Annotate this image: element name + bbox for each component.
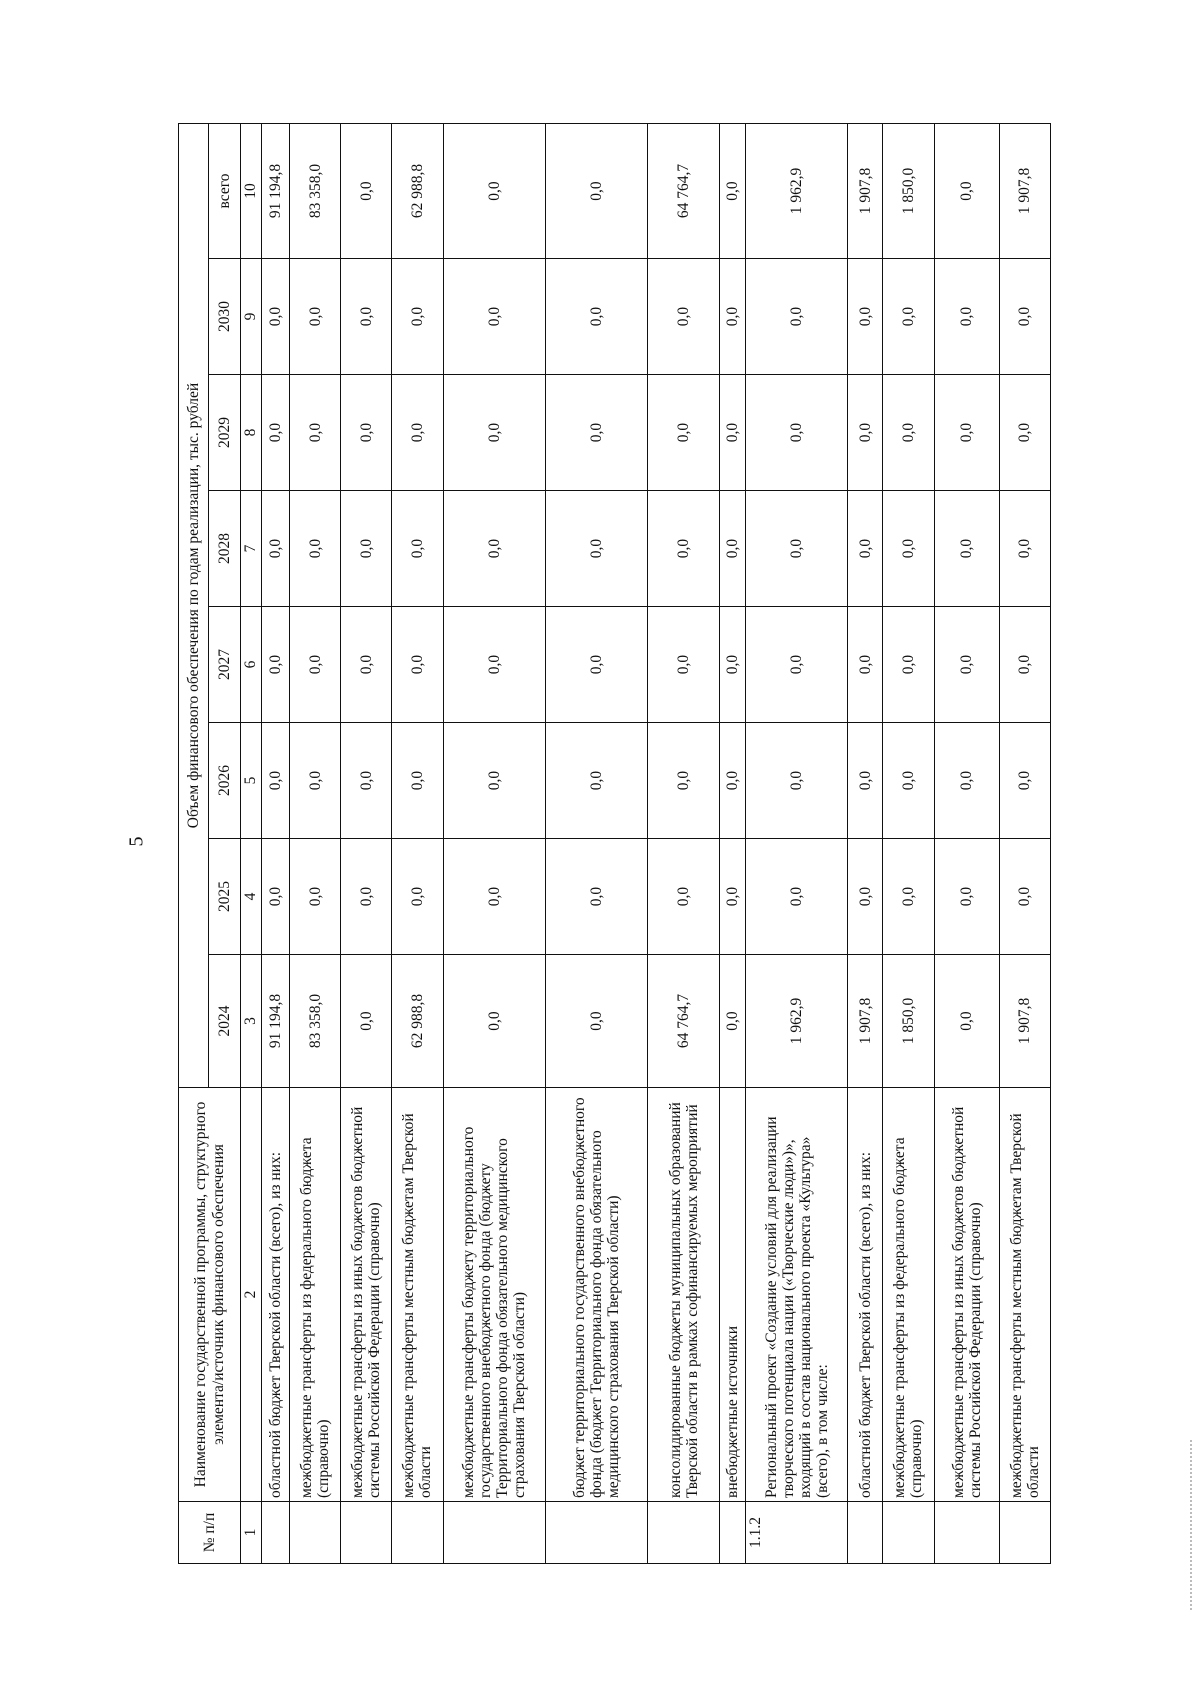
- row-number: [392, 1502, 443, 1564]
- row-year-value: 0,0: [392, 839, 443, 955]
- row-year-value: 0,0: [545, 375, 647, 491]
- row-number: [262, 1502, 290, 1564]
- row-year-value: 0,0: [999, 839, 1050, 955]
- row-year-value: 0,0: [392, 723, 443, 839]
- row-number: [289, 1502, 340, 1564]
- row-year-value: 0,0: [934, 607, 999, 723]
- row-total: 0,0: [934, 124, 999, 259]
- table-row: [443, 124, 545, 1564]
- row-year-value: 0,0: [746, 491, 848, 607]
- row-year-value: 0,0: [999, 723, 1050, 839]
- row-year-value: 0,0: [648, 491, 720, 607]
- table-row: [883, 124, 934, 1564]
- row-year-value: 0,0: [746, 607, 848, 723]
- table-row: [545, 124, 647, 1564]
- row-total: 1 962,9: [746, 124, 848, 259]
- row-year-value: 0,0: [648, 375, 720, 491]
- row-year-value: 0,0: [934, 375, 999, 491]
- row-name: Региональный проект «Создание условий для реализации творческого потенциала нации («Творческие люди»)», входящий в состав национального проекта «Культура» (всего), в том числе:: [746, 1088, 848, 1502]
- row-year-value: 1 962,9: [746, 955, 848, 1088]
- row-total: 1 907,8: [848, 124, 883, 259]
- row-year-value: 0,0: [648, 259, 720, 375]
- row-name: межбюджетные трансферты из иных бюджетов бюджетной системы Российской Федерации (справочно): [341, 1088, 392, 1502]
- row-name: межбюджетные трансферты бюджету территориального государственного внебюджетного фонда (бюджету Территориального фонда обязательного медицинского страхования Тверской области): [443, 1088, 545, 1502]
- header-year: 2028: [209, 491, 241, 607]
- row-year-value: 0,0: [934, 955, 999, 1088]
- row-year-value: 0,0: [883, 491, 934, 607]
- row-year-value: 0,0: [746, 375, 848, 491]
- row-year-value: 0,0: [341, 723, 392, 839]
- row-total: 1 850,0: [883, 124, 934, 259]
- row-year-value: 0,0: [289, 607, 340, 723]
- row-year-value: 0,0: [289, 375, 340, 491]
- row-year-value: 1 907,8: [848, 955, 883, 1088]
- column-index-cell: 7: [241, 491, 262, 607]
- row-year-value: 0,0: [648, 839, 720, 955]
- row-number: [443, 1502, 545, 1564]
- row-year-value: 0,0: [934, 259, 999, 375]
- row-year-value: 0,0: [999, 375, 1050, 491]
- row-year-value: 0,0: [720, 723, 746, 839]
- table-row: [746, 124, 848, 1564]
- row-year-value: 0,0: [262, 491, 290, 607]
- row-year-value: 1 850,0: [883, 955, 934, 1088]
- row-year-value: 0,0: [443, 607, 545, 723]
- row-number: [720, 1502, 746, 1564]
- row-name: межбюджетные трансферты местным бюджетам Тверской области: [999, 1088, 1050, 1502]
- row-year-value: 0,0: [262, 723, 290, 839]
- row-year-value: 0,0: [720, 259, 746, 375]
- header-year: 2027: [209, 607, 241, 723]
- row-year-value: 0,0: [443, 375, 545, 491]
- header-year: 2025: [209, 839, 241, 955]
- row-year-value: 0,0: [720, 955, 746, 1088]
- row-year-value: 0,0: [883, 259, 934, 375]
- row-year-value: 0,0: [392, 375, 443, 491]
- row-year-value: 0,0: [341, 839, 392, 955]
- table-row: [934, 124, 999, 1564]
- header-num: № п/п: [179, 1502, 241, 1564]
- row-year-value: 0,0: [341, 259, 392, 375]
- row-year-value: 0,0: [883, 723, 934, 839]
- rotated-table-frame: [178, 124, 1051, 1564]
- table-row: [341, 124, 392, 1564]
- row-number: [934, 1502, 999, 1564]
- row-year-value: 0,0: [262, 259, 290, 375]
- row-year-value: 0,0: [848, 839, 883, 955]
- column-index-cell: 1: [241, 1502, 262, 1564]
- row-year-value: 0,0: [934, 839, 999, 955]
- row-year-value: 0,0: [746, 259, 848, 375]
- row-number: [341, 1502, 392, 1564]
- row-year-value: 0,0: [262, 607, 290, 723]
- column-index-cell: 10: [241, 124, 262, 259]
- row-year-value: 0,0: [848, 375, 883, 491]
- header-year: 2030: [209, 259, 241, 375]
- row-year-value: 0,0: [289, 839, 340, 955]
- row-year-value: 0,0: [848, 607, 883, 723]
- row-year-value: 0,0: [848, 259, 883, 375]
- row-year-value: 0,0: [545, 491, 647, 607]
- row-year-value: 0,0: [443, 259, 545, 375]
- table-row: [848, 124, 883, 1564]
- row-year-value: 0,0: [934, 723, 999, 839]
- column-index-cell: 5: [241, 723, 262, 839]
- row-name: межбюджетные трансферты из федерального бюджета (справочно): [883, 1088, 934, 1502]
- rotated-table-container: [178, 124, 1200, 1553]
- column-index-cell: 3: [241, 955, 262, 1088]
- row-year-value: 0,0: [341, 607, 392, 723]
- row-year-value: 0,0: [341, 955, 392, 1088]
- row-year-value: 0,0: [848, 491, 883, 607]
- row-year-value: 0,0: [289, 491, 340, 607]
- row-year-value: 0,0: [746, 839, 848, 955]
- column-index-cell: 6: [241, 607, 262, 723]
- header-name: Наименование государственной программы, структурного элемента/источник финансового обеспечения: [179, 1088, 241, 1502]
- row-year-value: 0,0: [341, 491, 392, 607]
- row-name: межбюджетные трансферты местным бюджетам Тверской области: [392, 1088, 443, 1502]
- scan-edge-artifact: [1190, 1440, 1196, 1610]
- row-year-value: 0,0: [443, 491, 545, 607]
- row-year-value: 0,0: [289, 259, 340, 375]
- row-name: межбюджетные трансферты из федерального бюджета (справочно): [289, 1088, 340, 1502]
- row-year-value: 0,0: [999, 607, 1050, 723]
- row-year-value: 0,0: [720, 607, 746, 723]
- row-year-value: 0,0: [443, 723, 545, 839]
- row-year-value: 62 988,8: [392, 955, 443, 1088]
- row-name: межбюджетные трансферты из иных бюджетов бюджетной системы Российской Федерации (справочно): [934, 1088, 999, 1502]
- row-year-value: 0,0: [341, 375, 392, 491]
- table-row: [392, 124, 443, 1564]
- column-index-cell: 9: [241, 259, 262, 375]
- row-total: 64 764,7: [648, 124, 720, 259]
- financing-table: [178, 123, 1051, 1564]
- column-index-cell: 2: [241, 1088, 262, 1502]
- header-year: всего: [209, 124, 241, 259]
- row-year-value: 0,0: [648, 607, 720, 723]
- row-year-value: 0,0: [999, 259, 1050, 375]
- table-row: [999, 124, 1050, 1564]
- row-name: областной бюджет Тверской области (всего), из них:: [262, 1088, 290, 1502]
- row-number: [999, 1502, 1050, 1564]
- table-row: [720, 124, 746, 1564]
- row-total: 83 358,0: [289, 124, 340, 259]
- row-year-value: 0,0: [392, 491, 443, 607]
- row-name: бюджет территориального государственного внебюджетного фонда (бюджет Территориального фонда обязательного медицинского страхования Тверской области): [545, 1088, 647, 1502]
- row-total: 91 194,8: [262, 124, 290, 259]
- row-year-value: 1 907,8: [999, 955, 1050, 1088]
- row-year-value: 0,0: [545, 607, 647, 723]
- row-year-value: 0,0: [883, 839, 934, 955]
- row-number: [883, 1502, 934, 1564]
- row-number: 1.1.2: [746, 1502, 848, 1564]
- row-year-value: 0,0: [883, 375, 934, 491]
- column-index-cell: 4: [241, 839, 262, 955]
- row-total: 1 907,8: [999, 124, 1050, 259]
- row-year-value: 0,0: [883, 607, 934, 723]
- row-year-value: 0,0: [746, 723, 848, 839]
- header-year: 2026: [209, 723, 241, 839]
- row-year-value: 91 194,8: [262, 955, 290, 1088]
- row-year-value: 0,0: [262, 839, 290, 955]
- column-index-cell: 8: [241, 375, 262, 491]
- table-row: [648, 124, 720, 1564]
- page-number: 5: [125, 836, 148, 847]
- row-total: 0,0: [545, 124, 647, 259]
- row-name: внебюджетные источники: [720, 1088, 746, 1502]
- row-year-value: 83 358,0: [289, 955, 340, 1088]
- row-year-value: 0,0: [545, 259, 647, 375]
- header-year: 2024: [209, 955, 241, 1088]
- row-name: консолидированные бюджеты муниципальных образований Тверской области в рамках софинансируемых мероприятий: [648, 1088, 720, 1502]
- table-row: [289, 124, 340, 1564]
- header-group: Объем финансового обеспечения по годам реализации, тыс. рублей: [179, 124, 209, 1088]
- row-year-value: 0,0: [720, 839, 746, 955]
- row-year-value: 0,0: [848, 723, 883, 839]
- row-year-value: 0,0: [720, 375, 746, 491]
- header-year: 2029: [209, 375, 241, 491]
- row-year-value: 0,0: [262, 375, 290, 491]
- row-total: 62 988,8: [392, 124, 443, 259]
- row-year-value: 0,0: [392, 259, 443, 375]
- row-total: 0,0: [443, 124, 545, 259]
- row-year-value: 0,0: [999, 491, 1050, 607]
- row-number: [848, 1502, 883, 1564]
- row-number: [545, 1502, 647, 1564]
- row-year-value: 0,0: [720, 491, 746, 607]
- row-year-value: 0,0: [443, 839, 545, 955]
- row-year-value: 0,0: [392, 607, 443, 723]
- row-year-value: 0,0: [934, 491, 999, 607]
- table-row: [262, 124, 290, 1564]
- row-year-value: 0,0: [289, 723, 340, 839]
- row-total: 0,0: [341, 124, 392, 259]
- row-year-value: 0,0: [545, 839, 647, 955]
- row-year-value: 0,0: [443, 955, 545, 1088]
- row-year-value: 0,0: [545, 955, 647, 1088]
- row-number: [648, 1502, 720, 1564]
- row-name: областной бюджет Тверской области (всего), из них:: [848, 1088, 883, 1502]
- row-total: 0,0: [720, 124, 746, 259]
- row-year-value: 0,0: [545, 723, 647, 839]
- row-year-value: 64 764,7: [648, 955, 720, 1088]
- row-year-value: 0,0: [648, 723, 720, 839]
